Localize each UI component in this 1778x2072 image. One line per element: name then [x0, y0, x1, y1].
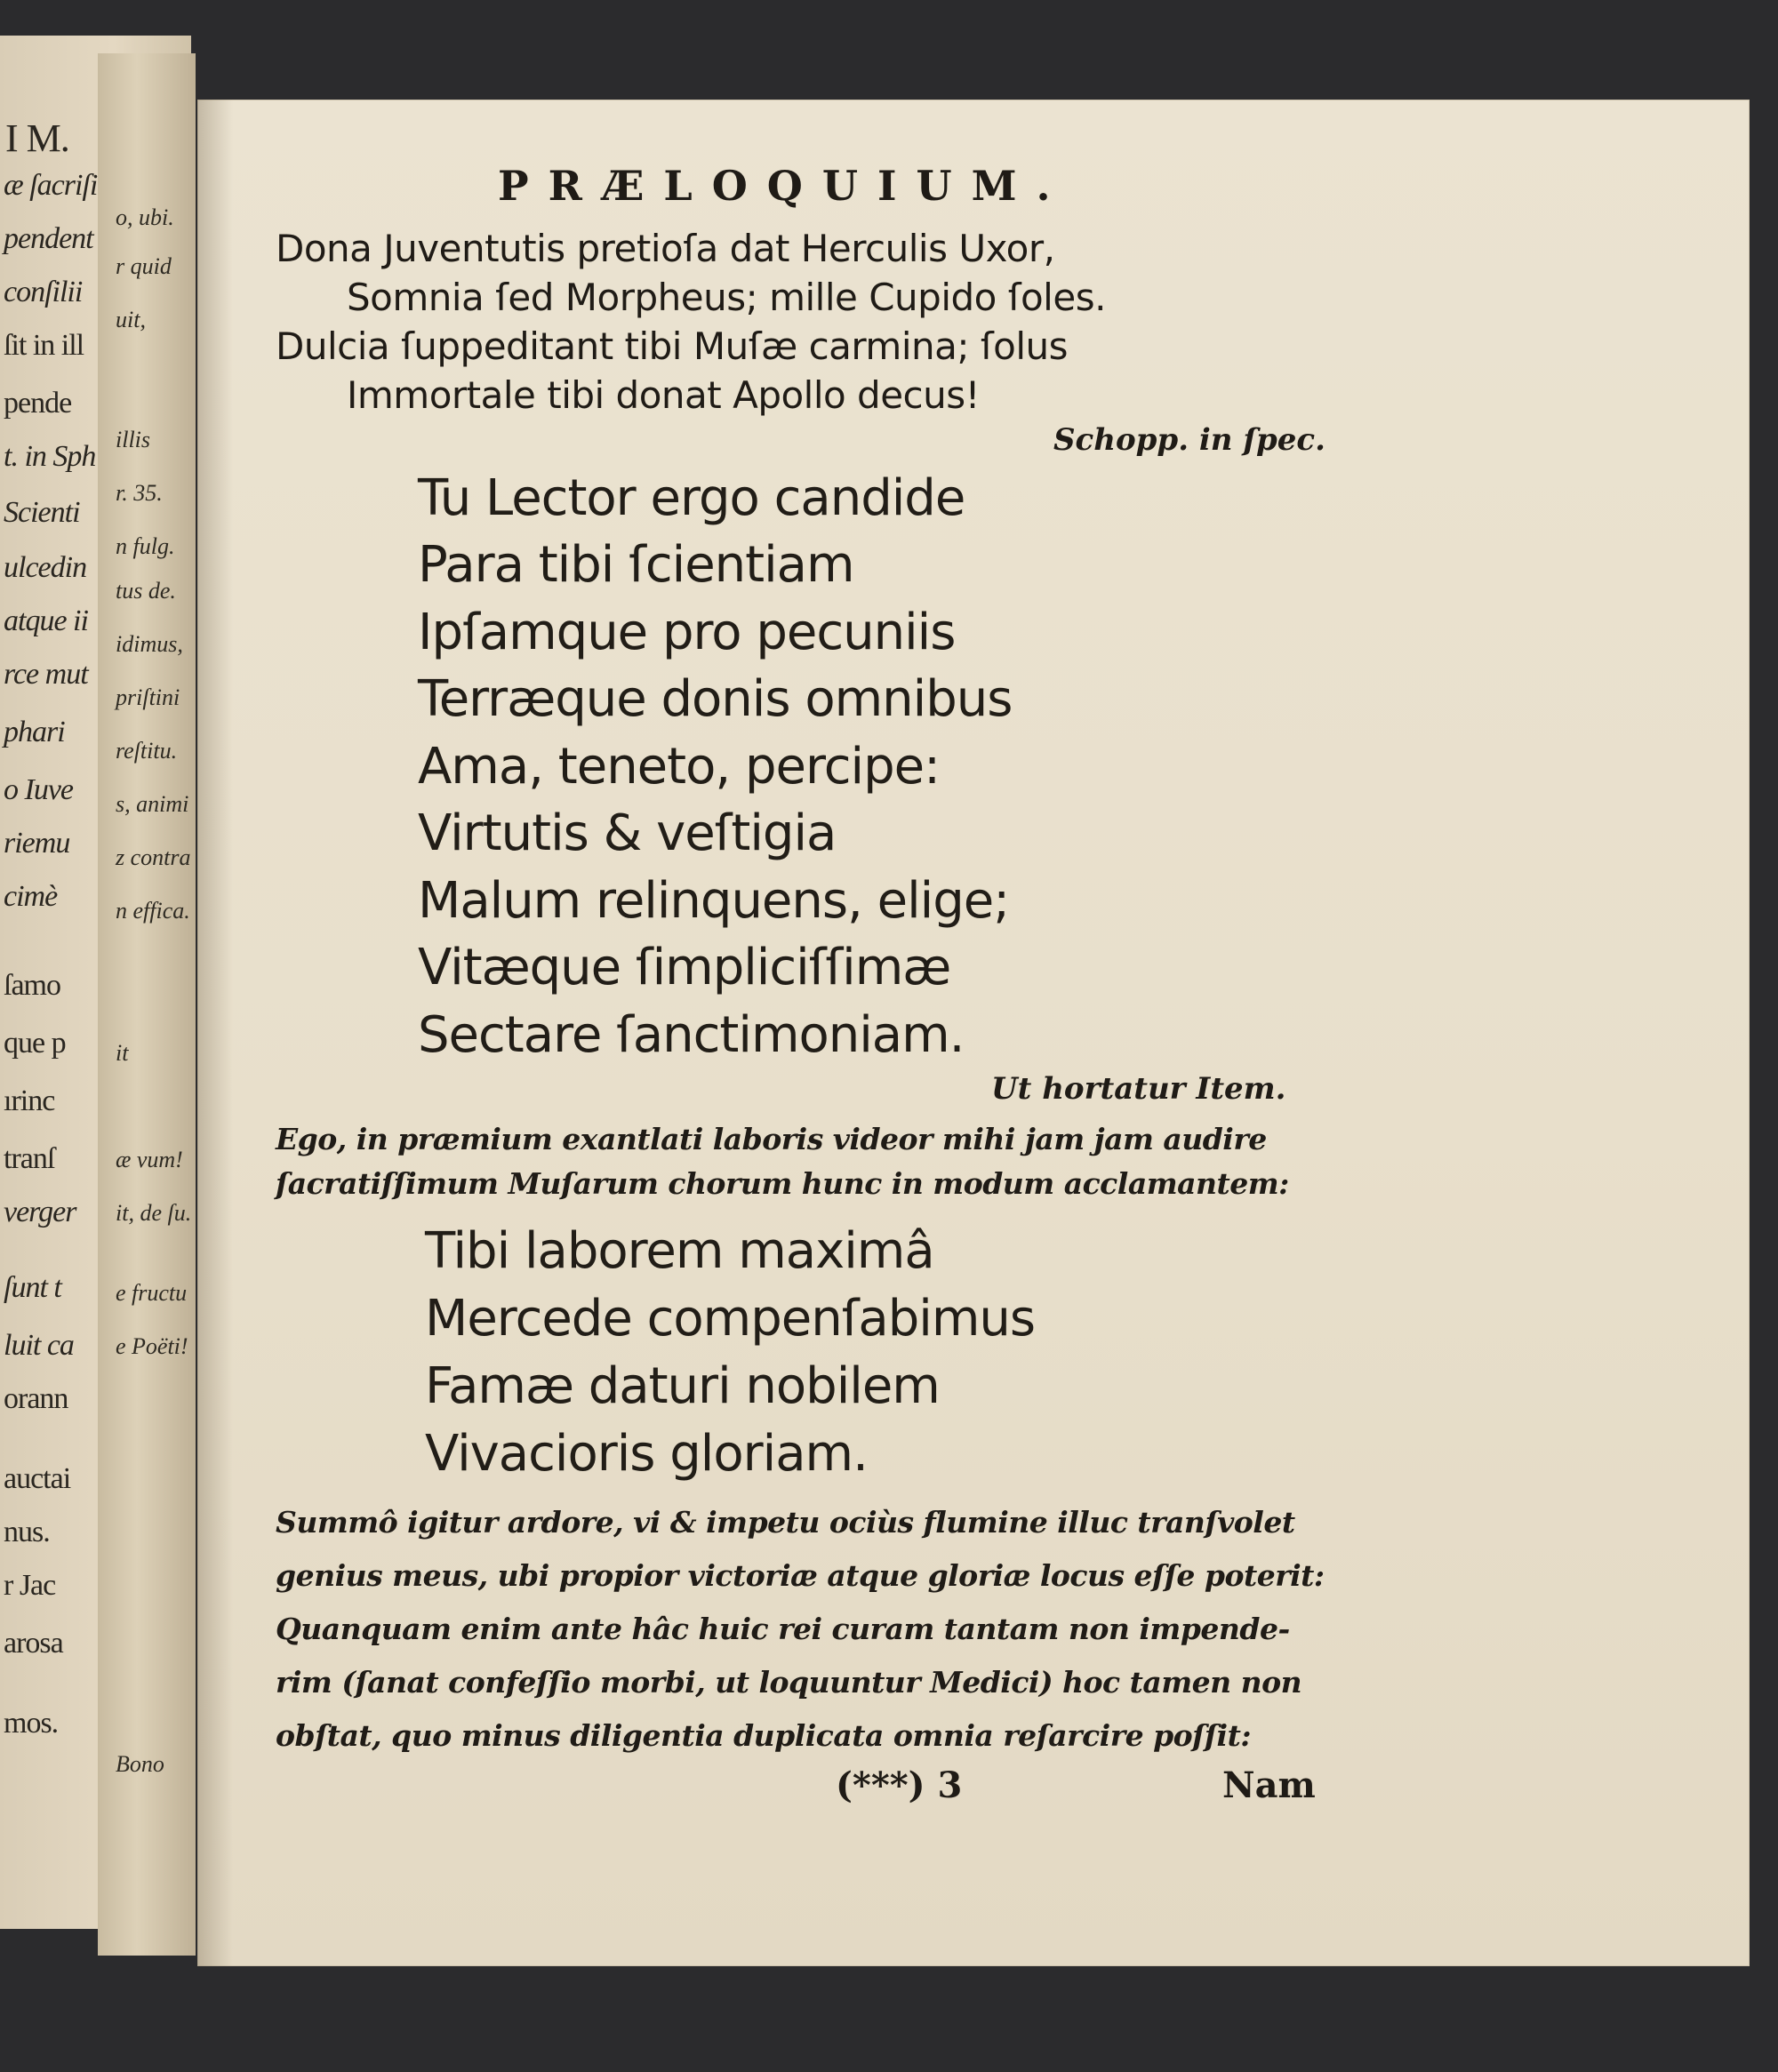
previous-page-line: Scienti: [4, 496, 80, 529]
gutter-strip-line: n fulg.: [116, 533, 175, 559]
previous-page-line: auctai: [4, 1462, 71, 1495]
verse-line: Virtutis & veſtigia: [418, 804, 837, 862]
verse-line: Tibi laborem maximâ: [425, 1222, 934, 1280]
verse-line: Mercede compenſabimus: [425, 1290, 1036, 1348]
attribution-2: Ut hortatur Item.: [991, 1071, 1286, 1107]
page-gutter-strip: [98, 53, 196, 1956]
verse-line: Ama, teneto, percipe:: [418, 738, 940, 796]
previous-page-line: r Jac: [4, 1569, 56, 1602]
gutter-strip-line: illis: [116, 427, 151, 452]
verse-line: Malum relinquens, elige;: [418, 872, 1010, 930]
gutter-strip-line: z contra: [116, 844, 191, 870]
gutter-strip-line: tus de.: [116, 578, 176, 604]
gutter-strip-line: r quid: [116, 253, 172, 279]
gutter-strip-line: o, ubi.: [116, 204, 174, 230]
prose-line: obſtat, quo minus diligentia duplicata omnia reſarcire poſſit:: [276, 1718, 1252, 1753]
previous-page-line: atque ii: [4, 604, 88, 637]
gutter-strip-line: æ vum!: [116, 1147, 183, 1172]
prose-line: Summô igitur ardore, vi & impetu ociùs flumine illuc tranſvolet: [276, 1505, 1295, 1540]
gutter-strip-line: it, de ſu.: [116, 1200, 192, 1226]
verse-line: Vivacioris gloriam.: [425, 1425, 868, 1483]
gutter-strip-line: e Poëti!: [116, 1333, 188, 1359]
previous-page-line: ırinc: [4, 1084, 55, 1117]
verse-line: Tu Lector ergo candide: [418, 469, 965, 527]
verse-line: Sectare ſanctimoniam.: [418, 1006, 965, 1064]
previous-page-line: tranſ: [4, 1142, 55, 1175]
previous-page-line: phari: [4, 716, 65, 748]
previous-page-line: ſit in ill: [4, 329, 84, 362]
epigram-line: Dona Juventutis pretioſa dat Herculis Uxor,: [276, 227, 1055, 270]
gutter-strip-line: priſtini: [116, 684, 180, 710]
previous-page-line: verger: [4, 1196, 76, 1228]
previous-page-line: arosa: [4, 1627, 63, 1660]
verse-line: Ipſamque pro pecuniis: [418, 604, 956, 661]
previous-page-line: pende: [4, 387, 72, 420]
epigram-line: Dulcia ſuppeditant tibi Muſæ carmina; ſolus: [276, 324, 1069, 368]
previous-page-line: luit ca: [4, 1329, 74, 1362]
gutter-strip-line: n effica.: [116, 898, 190, 924]
catchword: Nam: [1222, 1764, 1316, 1806]
verse-line: Famæ daturi nobilem: [425, 1357, 940, 1415]
verse-line: Terræque donis omnibus: [418, 670, 1013, 728]
previous-page-line: nus.: [4, 1516, 50, 1548]
prose-line: rim (ſanat confeſſio morbi, ut loquuntur Medici) hoc tamen non: [276, 1665, 1302, 1700]
gutter-strip-line: s, animi: [116, 791, 189, 817]
previous-page-line: mos.: [4, 1707, 59, 1740]
attribution: Schopp. in ſpec.: [1053, 422, 1325, 458]
previous-page-line: æ ſacriſi: [4, 169, 98, 202]
prose-line: genius meus, ubi propior victoriæ atque gloriæ locus eſſe poterit:: [276, 1558, 1325, 1593]
prose-line: Quanquam enim ante hâc huic rei curam tantam non impende-: [276, 1612, 1290, 1646]
gutter-strip-line: e fructu: [116, 1280, 188, 1306]
previous-page-line: pendent: [4, 222, 93, 255]
previous-page-line: o Iuve: [4, 773, 74, 806]
gutter-strip-line: it: [116, 1040, 129, 1066]
verse-line: Vitæque ſimpliciſſimæ: [418, 939, 951, 996]
gutter-strip-line: reſtitu.: [116, 738, 178, 764]
previous-page-line: ſamo: [4, 969, 60, 1002]
previous-page-line: conſilii: [4, 276, 83, 308]
previous-page-line: rce mut: [4, 658, 88, 691]
epigram-line: Immortale tibi donat Apollo decus!: [347, 373, 980, 417]
gutter-strip-line: idimus,: [116, 631, 183, 657]
previous-page-line: ulcedin: [4, 551, 87, 584]
previous-page-line: I M.: [5, 116, 69, 160]
gutter-strip-line: r. 35.: [116, 480, 163, 506]
gutter-strip-line: Bono: [116, 1751, 164, 1777]
epigram-line: Somnia ſed Morpheus; mille Cupido ſoles.: [347, 276, 1106, 319]
prose-line: Ego, in præmium exantlati laboris videor mihi jam jam audire: [276, 1122, 1267, 1156]
previous-page-line: cimè: [4, 880, 58, 913]
gutter-shadow: [197, 100, 233, 1966]
page-heading: PRÆLOQUIUM.: [498, 162, 1070, 210]
previous-page-line: ſunt t: [4, 1271, 61, 1304]
previous-page-line: t. in Sph: [4, 440, 96, 473]
gutter-strip-line: uit,: [116, 307, 146, 332]
previous-page-line: orann: [4, 1382, 68, 1415]
prose-line: ſacratiſſimum Muſarum chorum hunc in modum acclamantem:: [276, 1166, 1289, 1201]
verse-line: Para tibi ſcientiam: [418, 536, 854, 594]
signature-mark: (***) 3: [836, 1764, 963, 1806]
previous-page-line: que p: [4, 1027, 66, 1060]
previous-page-line: riemu: [4, 827, 70, 860]
